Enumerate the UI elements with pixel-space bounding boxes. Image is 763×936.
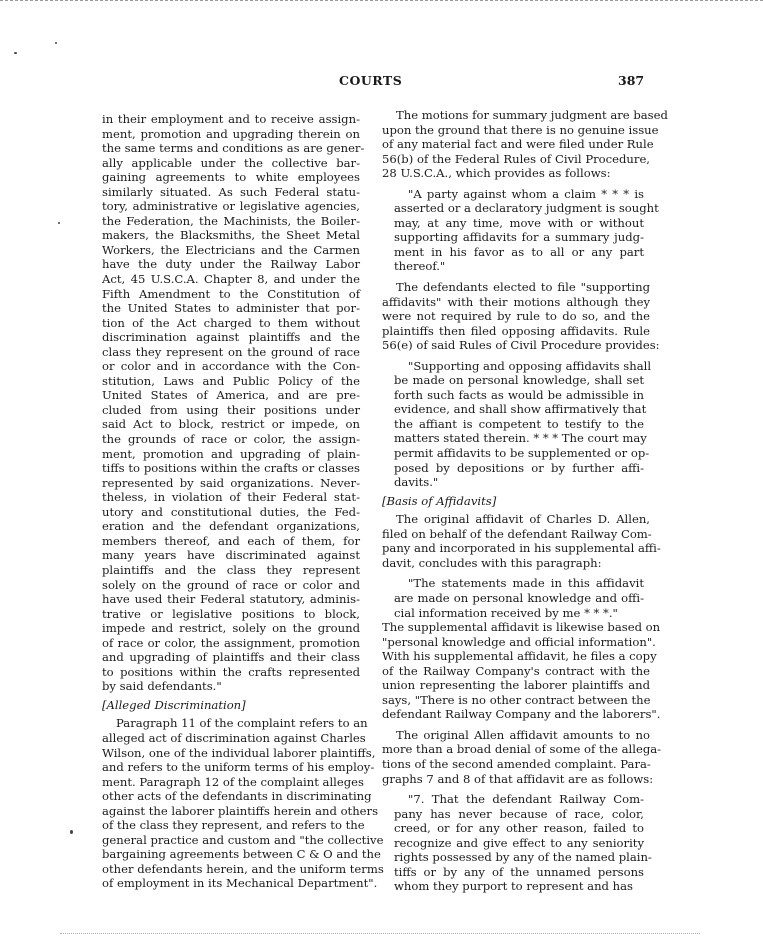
text-line: may, at any time, move with or without xyxy=(394,215,644,230)
text-line: creed, or for any other reason, failed to xyxy=(394,821,644,836)
left-block-1 xyxy=(102,112,365,694)
text-line: The original Allen affidavit amounts to no xyxy=(396,727,650,742)
text-line: represented by said organizations. Never- xyxy=(102,475,360,490)
text-line: Act, 45 U.S.C.A. Chapter 8, and under the xyxy=(102,272,360,287)
text-line: class they represent on the ground of race xyxy=(102,344,360,359)
text-line: matters stated therein. * * * The court may xyxy=(394,431,647,446)
text-line: ment. Paragraph 12 of the complaint alleges xyxy=(102,774,364,789)
text-line: gaining agreements to white employees xyxy=(102,170,360,185)
text-line: the same terms and conditions as are gener- xyxy=(102,141,365,156)
text-line: impede and restrict, solely on the ground xyxy=(102,621,360,636)
text-line: "Supporting and opposing affidavits shall xyxy=(408,358,652,373)
text-line: said Act to block, restrict or impede, on xyxy=(102,417,360,432)
text-line: permit affidavits to be supplemented or op- xyxy=(394,446,650,461)
text-line: stitution, Laws and Public Policy of the xyxy=(102,373,360,388)
text-line: plaintiffs then filed opposing affidavits. Rule xyxy=(382,323,650,338)
section-heading-alleged-discrimination: [Alleged Discrimination] xyxy=(102,697,246,712)
text-line: theless, in violation of their Federal stat- xyxy=(102,490,360,505)
text-line: Wilson, one of the individual laborer plaintiffs, xyxy=(102,745,376,760)
text-line: tiffs to positions within the crafts or classes xyxy=(102,461,360,476)
text-line: of the class they represent, and refers to the xyxy=(102,818,365,833)
text-line: pany and incorporated in his supplemental affi- xyxy=(382,541,661,556)
text-line: "A party against whom a claim * * * is xyxy=(408,186,644,201)
text-line: tion of the Act charged to them without xyxy=(102,315,360,330)
quote-paragraph-7 xyxy=(382,792,650,894)
text-line: The defendants elected to file "supporting xyxy=(396,280,650,295)
text-line: davits." xyxy=(394,475,439,490)
scan-edge-top xyxy=(0,0,763,1)
text-line: 56(e) of said Rules of Civil Procedure provides: xyxy=(382,338,660,353)
text-line: other acts of the defendants in discriminating xyxy=(102,789,372,804)
text-line: have used their Federal statutory, adminis- xyxy=(102,592,360,607)
text-line: were not required by rule to do so, and the xyxy=(382,309,650,324)
text-line: plaintiffs and the class they represent xyxy=(102,562,360,577)
text-line: discrimination against plaintiffs and the xyxy=(102,330,360,345)
text-line: asserted or a declaratory judgment is sought xyxy=(394,201,659,216)
text-line: cial information received by me * * *." xyxy=(394,605,618,620)
scan-speck xyxy=(55,42,57,44)
paragraph-summary-judgment xyxy=(382,108,668,181)
text-line: or color and in accordance with the Con- xyxy=(102,359,360,374)
text-line: evidence, and shall show affirmatively that xyxy=(394,402,647,417)
text-line: pany has never because of race, color, xyxy=(394,806,644,821)
text-line: 28 U.S.C.A., which provides as follows: xyxy=(382,166,611,181)
scan-speck xyxy=(58,222,60,224)
text-line: utory and constitutional duties, the Fed- xyxy=(102,504,360,519)
text-line: ally applicable under the collective bar- xyxy=(102,155,360,170)
text-line: of any material fact and were filed under Rule xyxy=(382,137,654,152)
text-line: davit, concludes with this paragraph: xyxy=(382,555,602,570)
text-line: against the laborer plaintiffs herein and others xyxy=(102,803,379,818)
text-line: eration and the defendant organizations, xyxy=(102,519,360,534)
text-line: tory, administrative or legislative agencies, xyxy=(102,199,360,214)
quote-allen-statement xyxy=(382,576,650,620)
text-line: alleged act of discrimination against Charles xyxy=(102,730,366,745)
text-line: by said defendants." xyxy=(102,679,222,694)
text-line: other defendants herein, and the uniform terms xyxy=(102,861,384,876)
text-line: says, "There is no other contract between the xyxy=(382,692,651,707)
text-line: bargaining agreements between C & O and the xyxy=(102,847,381,862)
text-line: affidavits" with their motions although they xyxy=(382,294,650,309)
quote-rule-56e xyxy=(382,359,650,490)
text-line: of race or color, the assignment, promotion xyxy=(102,635,360,650)
paragraph-allen-affidavit xyxy=(382,512,661,570)
text-line: Paragraph 11 of the complaint refers to an xyxy=(116,716,368,731)
text-line: more than a broad denial of some of the allega- xyxy=(382,742,662,757)
text-line: similarly situated. As such Federal statu- xyxy=(102,184,360,199)
text-line: makers, the Blacksmiths, the Sheet Metal xyxy=(102,228,360,243)
quote-rule-56b xyxy=(382,186,659,274)
text-line: general practice and custom and "the collective xyxy=(102,832,384,847)
running-header-title: COURTS xyxy=(339,73,403,88)
text-line: the grounds of race or color, the assign- xyxy=(102,432,360,447)
text-line: recognize and give effect to any seniority xyxy=(394,835,644,850)
text-line: ment, promotion and upgrading therein on xyxy=(102,126,360,141)
text-line: members thereof, and each of them, for xyxy=(102,533,360,548)
text-line: rights possessed by any of the named plain- xyxy=(394,850,652,865)
text-line: are made on personal knowledge and offi- xyxy=(394,590,644,605)
text-line: posed by depositions or by further affi- xyxy=(394,460,644,475)
text-line: thereof." xyxy=(394,259,446,274)
text-line: The original affidavit of Charles D. Allen, xyxy=(396,512,650,527)
text-line: "The statements made in this affidavit xyxy=(408,576,644,591)
text-line: of employment in its Mechanical Department". xyxy=(102,876,378,891)
text-line: be made on personal knowledge, shall set xyxy=(394,373,644,388)
paragraph-broad-denial xyxy=(382,727,662,786)
text-line: "7. That the defendant Railway Com- xyxy=(408,792,644,807)
text-line: whom they purport to represent and has xyxy=(394,879,633,894)
text-line: many years have discriminated against xyxy=(102,548,360,563)
text-line: 56(b) of the Federal Rules of Civil Procedure, xyxy=(382,151,650,166)
scan-speck xyxy=(70,830,73,834)
text-line: With his supplemental affidavit, he files a copy xyxy=(382,649,657,664)
paragraph-supplemental-affidavit xyxy=(382,620,661,722)
text-line: and refers to the uniform terms of his employ- xyxy=(102,760,375,775)
text-line: supporting affidavits for a summary judg- xyxy=(394,230,644,245)
section-heading-basis-of-affidavits: [Basis of Affidavits] xyxy=(382,493,497,508)
page-number: 387 xyxy=(618,73,645,88)
text-line: The motions for summary judgment are based xyxy=(396,108,668,122)
text-line: forth such facts as would be admissible in xyxy=(394,387,644,402)
text-line: the United States to administer that por- xyxy=(102,301,360,316)
text-line: the affiant is competent to testify to the xyxy=(394,416,644,431)
text-line: have the duty under the Railway Labor xyxy=(102,257,360,272)
text-line: of the Railway Company's contract with the xyxy=(382,663,650,678)
text-line: defendant Railway Company and the laborers". xyxy=(382,707,661,722)
text-line: upon the ground that there is no genuine issue xyxy=(382,122,659,137)
text-line: trative or legislative positions to block, xyxy=(102,606,360,621)
text-line: graphs 7 and 8 of that affidavit are as follows: xyxy=(382,771,654,786)
text-line: the Federation, the Machinists, the Boiler- xyxy=(102,213,360,228)
text-line: filed on behalf of the defendant Railway Com- xyxy=(382,526,652,541)
text-line: ment, promotion and upgrading of plain- xyxy=(102,446,360,461)
text-line: Fifth Amendment to the Constitution of xyxy=(102,286,360,301)
paragraph-supporting-affidavits xyxy=(382,280,660,353)
text-line: and upgrading of plaintiffs and their class xyxy=(102,650,360,665)
left-column xyxy=(102,112,384,891)
text-line: tiffs or by any of the unnamed persons xyxy=(394,864,644,879)
text-line: union representing the laborer plaintiffs and xyxy=(382,678,650,693)
text-line: to positions within the crafts represented xyxy=(102,664,360,679)
text-line: The supplemental affidavit is likewise based on xyxy=(382,620,661,635)
scan-edge-bottom xyxy=(60,933,700,934)
text-line: tions of the second amended complaint. Para- xyxy=(382,756,651,771)
left-block-2 xyxy=(102,716,384,891)
scan-speck xyxy=(14,52,17,54)
text-line: "personal knowledge and official information". xyxy=(382,634,656,649)
text-line: ment in his favor as to all or any part xyxy=(394,244,644,259)
right-column xyxy=(382,108,668,894)
text-line: cluded from using their positions under xyxy=(102,402,360,417)
text-line: in their employment and to receive assign- xyxy=(102,112,360,126)
text-line: solely on the ground of race or color and xyxy=(102,577,360,592)
text-line: Workers, the Electricians and the Carmen xyxy=(102,242,360,257)
text-line: United States of America, and are pre- xyxy=(102,388,360,403)
